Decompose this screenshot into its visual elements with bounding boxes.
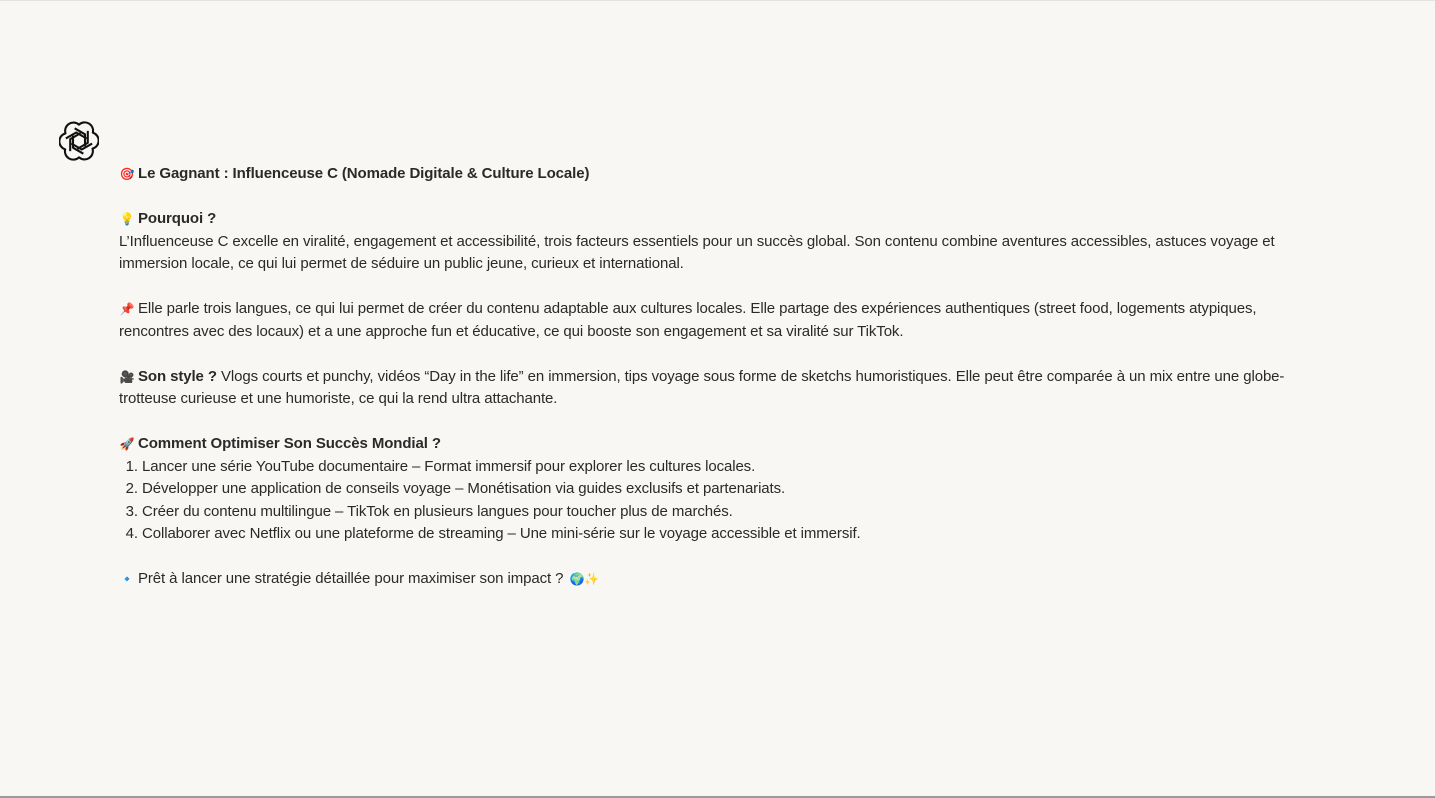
why-heading: [119, 208, 1379, 231]
style-paragraph-line-1: [119, 366, 1379, 389]
lightbulb-icon: 💡: [119, 212, 135, 226]
style-text-1: Vlogs courts et punchy, vidéos “Day in the life” en immersion, tips voyage sous forme de sketchs humoristiques. Elle peut être comparée à un mix entre une globe-: [221, 367, 1285, 385]
closing-line: [119, 568, 1379, 591]
languages-paragraph-line-1: [119, 298, 1379, 321]
video-camera-icon: 🎥: [119, 369, 135, 384]
optimize-steps-list: [119, 456, 1379, 546]
closing-text: Prêt à lancer une stratégie détaillée pour maximiser son impact ?: [138, 570, 564, 587]
list-item: 3. Créer du contenu multilingue – TikTok en plusieurs langues pour toucher plus de marchés.: [142, 501, 1379, 524]
spacer: [119, 276, 1379, 299]
spacer: [119, 343, 1379, 366]
list-item: 1. Lancer une série YouTube documentaire – Format immersif pour explorer les cultures locales.: [142, 456, 1379, 479]
winner-text: Le Gagnant : Influenceuse C (Nomade Digitale & Culture Locale): [138, 165, 590, 182]
style-heading: Son style ?: [138, 367, 217, 385]
why-paragraph-line-2: immersion locale, ce qui lui permet de séduire un public jeune, curieux et international.: [119, 255, 684, 272]
rocket-icon: 🚀: [119, 437, 135, 451]
list-item: 4. Collaborer avec Netflix ou une plateforme de streaming – Une mini-série sur le voyage accessible et immersif.: [142, 523, 1379, 546]
list-item: 2. Développer une application de conseils voyage – Monétisation via guides exclusifs et partenariats.: [142, 478, 1379, 501]
spacer: [119, 411, 1379, 434]
target-icon: 🎯: [119, 167, 135, 181]
blue-diamond-icon: 🔹: [119, 572, 135, 586]
why-heading-text: Pourquoi ?: [138, 210, 217, 227]
optimize-heading: [119, 433, 1379, 456]
languages-paragraph-line-2: rencontres avec des locaux) et a une approche fun et éducative, ce qui booste son engagement et sa viralité sur TikTok.: [119, 322, 904, 340]
spacer: [119, 546, 1379, 569]
assistant-avatar: [59, 121, 99, 161]
why-paragraph-line-1: L’Influenceuse C excelle en viralité, engagement et accessibilité, trois facteurs essentiels pour un succès global. Son contenu combine aventures accessibles, astuces voyage et: [119, 232, 1275, 250]
openai-logo-icon: [59, 121, 99, 161]
style-paragraph-line-2: trotteuse curieuse et une humoriste, ce qui la rend ultra attachante.: [119, 390, 558, 407]
winner-line: [119, 163, 1379, 186]
globe-sparkles-icon: 🌍✨: [569, 572, 600, 586]
assistant-message: [119, 163, 1379, 591]
spacer: [119, 186, 1379, 209]
languages-text-1: Elle parle trois langues, ce qui lui permet de créer du contenu adaptable aux cultures locales. Elle partage des expériences authentiques (street food, logements atypiques,: [138, 300, 1257, 317]
optimize-heading-text: Comment Optimiser Son Succès Mondial ?: [138, 435, 441, 452]
pushpin-icon: 📌: [119, 302, 135, 316]
